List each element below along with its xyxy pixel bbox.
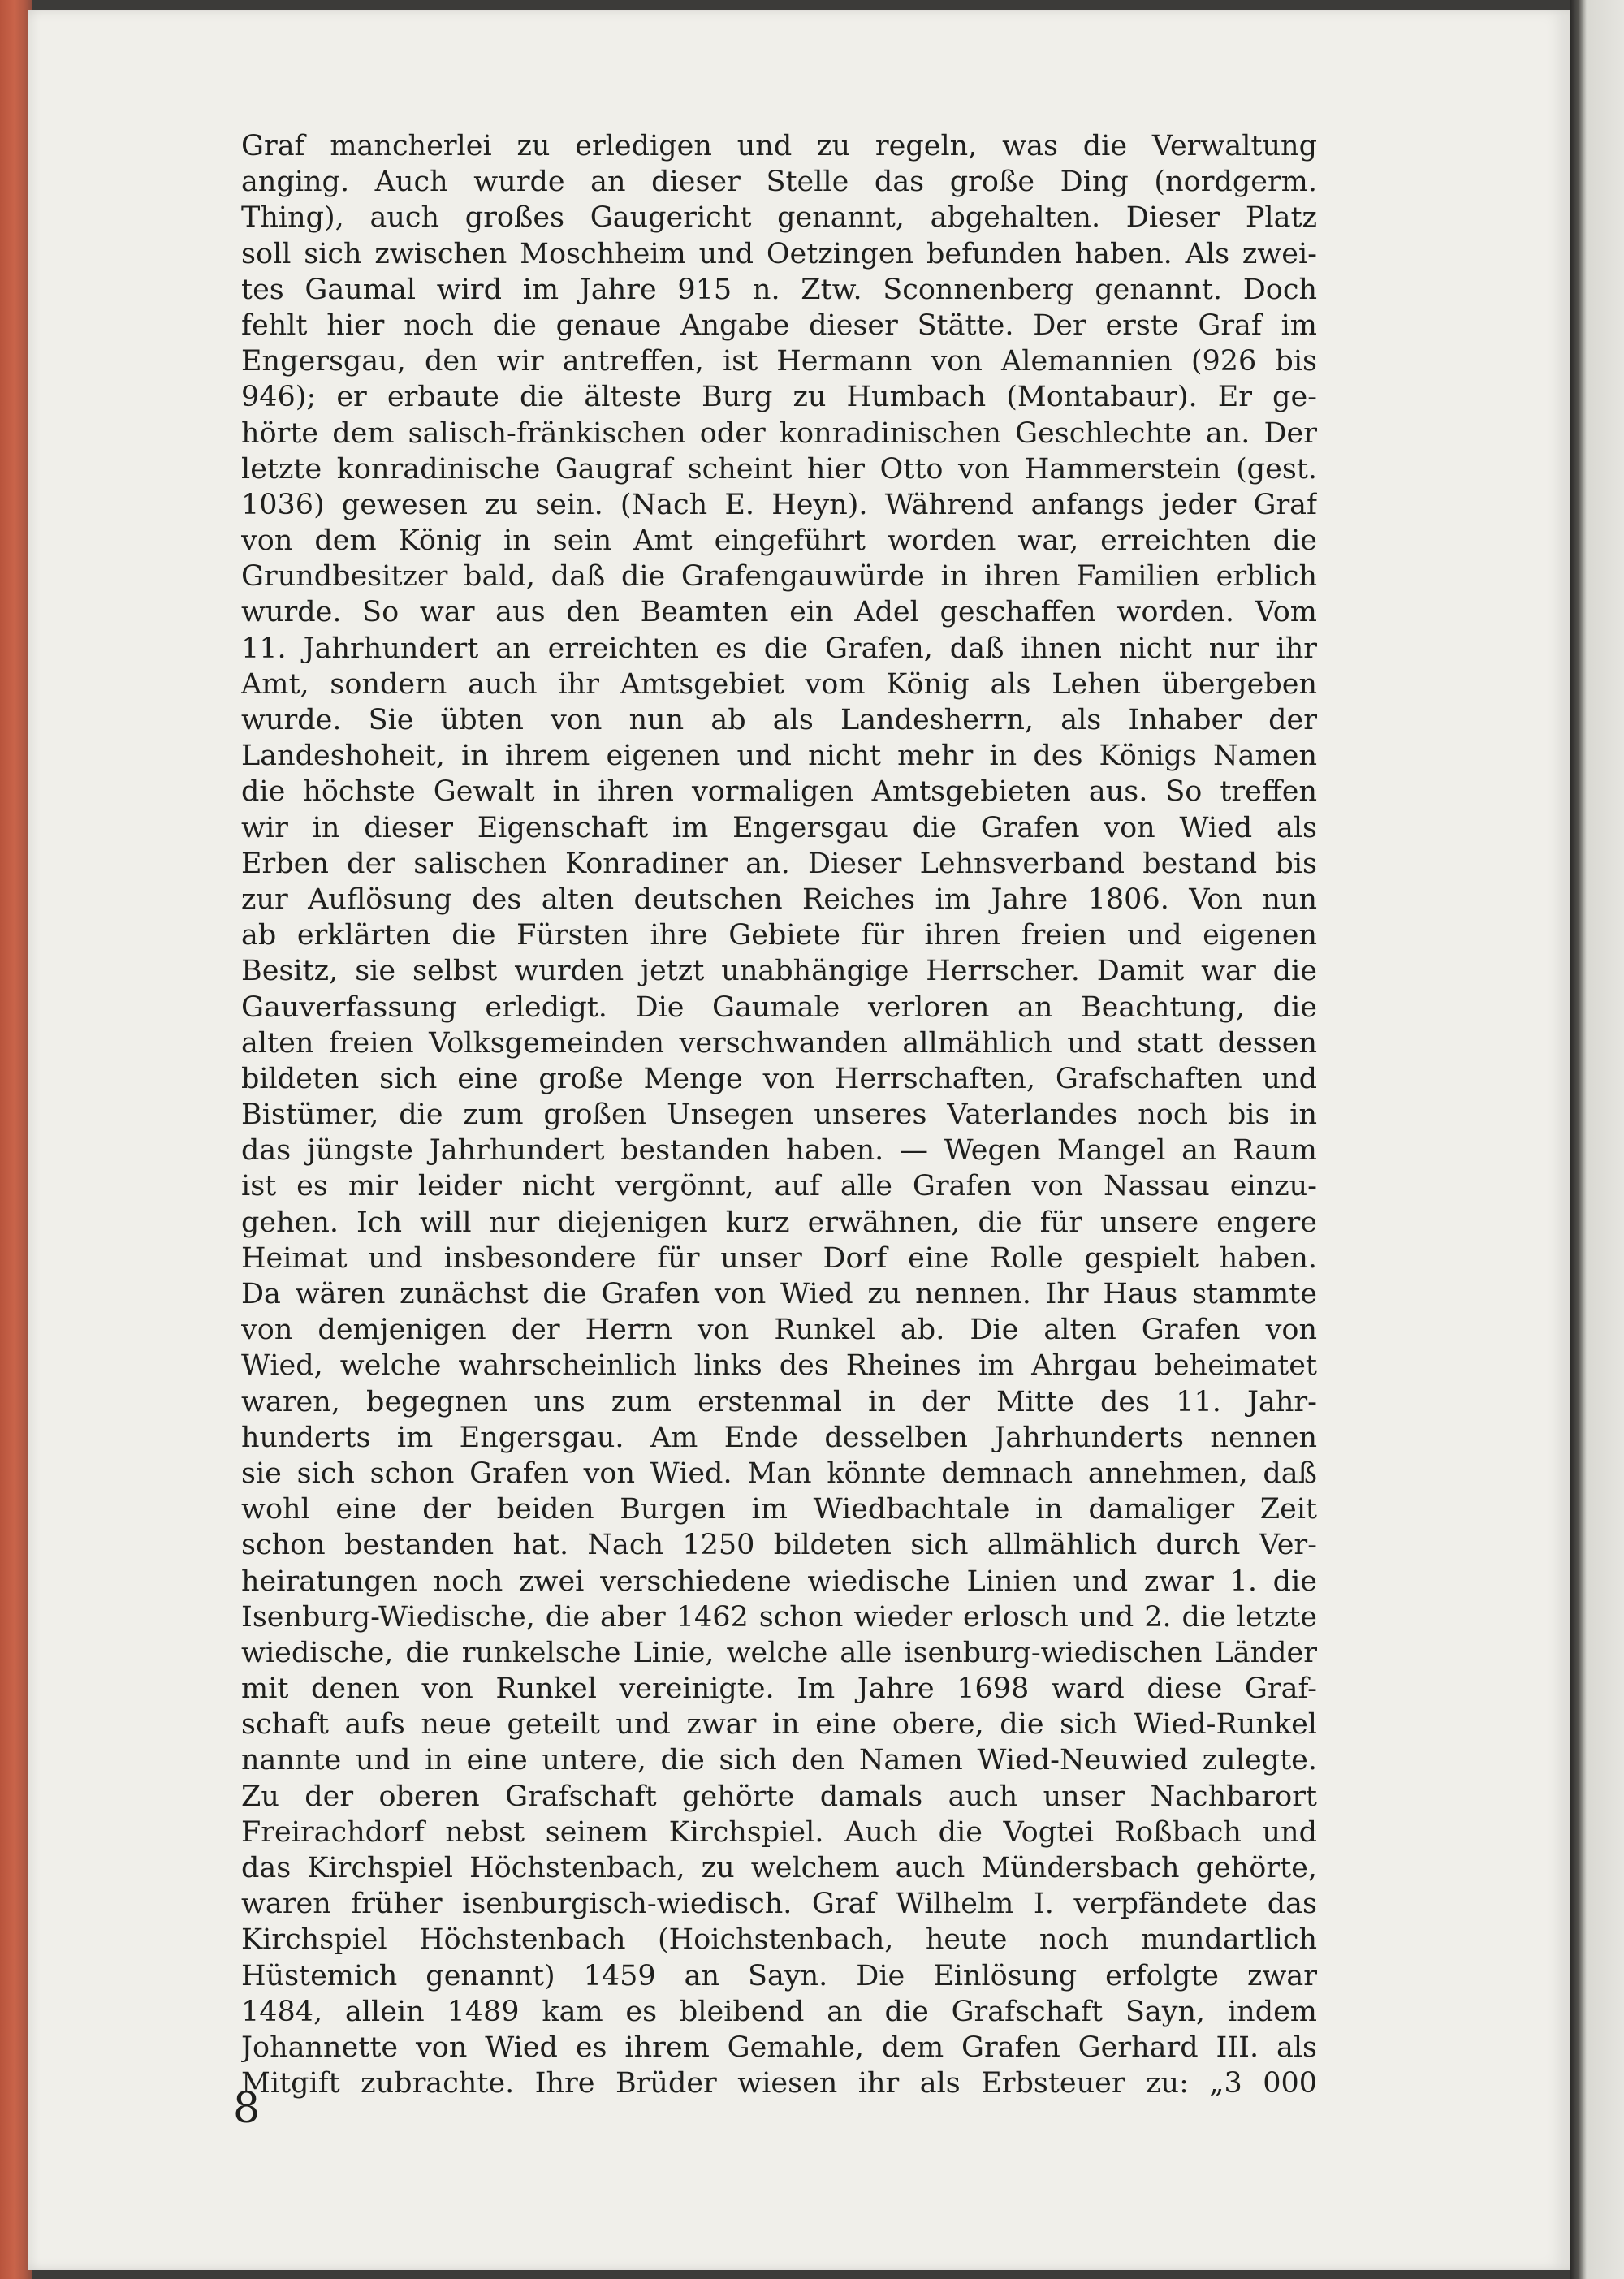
text-line: hunderts im Engersgau. Am Ende desselben Jahrhunderts nennen (241, 1421, 1317, 1454)
text-line: die höchste Gewalt in ihren vormaligen Amtsgebieten aus. So treffen (241, 775, 1317, 809)
text-line: sie sich schon Grafen von Wied. Man könnte demnach annehmen, daß (241, 1457, 1317, 1490)
text-line: das jüngste Jahrhundert bestanden haben. — Wegen Mangel an Raum (241, 1134, 1317, 1168)
text-line: Gauverfassung erledigt. Die Gaumale verloren an Beachtung, die (241, 991, 1317, 1024)
text-line: von dem König in sein Amt eingeführt worden war, erreichten die (241, 524, 1317, 558)
text-line: Johannette von Wied es ihrem Gemahle, dem Grafen Gerhard III. als (241, 2031, 1317, 2064)
text-line: soll sich zwischen Moschheim und Oetzingen befunden haben. Als zwei- (241, 237, 1317, 270)
text-line: Bistümer, die zum großen Unsegen unseres Vaterlandes noch bis in (241, 1098, 1317, 1132)
body-text (241, 128, 1317, 2101)
text-line: bildeten sich eine große Menge von Herrschaften, Grafschaften und (241, 1062, 1317, 1095)
text-line: Graf mancherlei zu erledigen und zu regeln, was die Verwaltung (241, 130, 1317, 162)
text-line: wiedische, die runkelsche Linie, welche alle isenburg-wiedischen Länder (241, 1636, 1317, 1669)
text-line: ist es mir leider nicht vergönnt, auf alle Grafen von Nassau einzu- (241, 1170, 1317, 1203)
text-line: von demjenigen der Herrn von Runkel ab. Die alten Grafen von (241, 1314, 1317, 1347)
text-line: 1036) gewesen zu sein. (Nach E. Heyn). Während anfangs jeder Graf (241, 488, 1317, 521)
text-line: Zu der oberen Grafschaft gehörte damals auch unser Nachbarort (241, 1780, 1317, 1813)
text-line: wir in dieser Eigenschaft im Engersgau die Grafen von Wied als (241, 811, 1317, 844)
text-line: gehen. Ich will nur diejenigen kurz erwähnen, die für unsere engere (241, 1206, 1317, 1239)
text-line: Thing), auch großes Gaugericht genannt, abgehalten. Dieser Platz (241, 201, 1317, 235)
text-line: zur Auflösung des alten deutschen Reiches im Jahre 1806. Von nun (241, 883, 1317, 916)
text-line: 946); er erbaute die älteste Burg zu Humbach (Montabaur). Er ge- (241, 381, 1317, 414)
text-line: schon bestanden hat. Nach 1250 bildeten sich allmählich durch Ver- (241, 1529, 1317, 1562)
text-line: Mitgift zubrachte. Ihre Brüder wiesen ihr als Erbsteuer zu: „3 000 (241, 2067, 1317, 2100)
text-line: Kirchspiel Höchstenbach (Hoichstenbach, heute noch mundartlich (241, 1923, 1317, 1957)
text-line: das Kirchspiel Höchstenbach, zu welchem auch Mündersbach gehörte, (241, 1852, 1317, 1884)
page-number: 8 (233, 2084, 261, 2133)
text-line: hörte dem salisch-fränkischen oder konradinischen Geschlechte an. Der (241, 417, 1317, 450)
text-line: anging. Auch wurde an dieser Stelle das große Ding (nordgerm. (241, 166, 1317, 199)
text-line: wurde. Sie übten von nun ab als Landesherrn, als Inhaber der (241, 704, 1317, 736)
text-line: Wied, welche wahrscheinlich links des Rheines im Ahrgau beheimatet (241, 1349, 1317, 1383)
text-line: letzte konradinische Gaugraf scheint hier Otto von Hammerstein (gest. (241, 452, 1317, 486)
text-line: fehlt hier noch die genaue Angabe dieser Stätte. Der erste Graf im (241, 309, 1317, 342)
text-line: waren, begegnen uns zum erstenmal in der Mitte des 11. Jahr- (241, 1385, 1317, 1418)
text-line: Erben der salischen Konradiner an. Dieser Lehnsverband bestand bis (241, 847, 1317, 880)
text-line: Grundbesitzer bald, daß die Grafengauwürde in ihren Familien erblich (241, 560, 1317, 593)
text-line: Besitz, sie selbst wurden jetzt unabhängige Herrscher. Damit war die (241, 955, 1317, 988)
text-line: heiratungen noch zwei verschiedene wiedische Linien und zwar 1. die (241, 1565, 1317, 1598)
text-line: 11. Jahrhundert an erreichten es die Grafen, daß ihnen nicht nur ihr (241, 632, 1317, 665)
text-line: tes Gaumal wird im Jahre 915 n. Ztw. Sconnenberg genannt. Doch (241, 273, 1317, 306)
text-line: mit denen von Runkel vereinigte. Im Jahre 1698 ward diese Graf- (241, 1673, 1317, 1706)
text-line: schaft aufs neue geteilt und zwar in eine obere, die sich Wied-Runkel (241, 1708, 1317, 1742)
text-line: Hüstemich genannt) 1459 an Sayn. Die Einlösung erfolgte zwar (241, 1959, 1317, 1992)
text-line: alten freien Volksgemeinden verschwanden allmählich und statt dessen (241, 1026, 1317, 1060)
text-line: Freirachdorf nebst seinem Kirchspiel. Auch die Vogtei Roßbach und (241, 1815, 1317, 1849)
text-line: wurde. So war aus den Beamten ein Adel geschaffen worden. Vom (241, 596, 1317, 629)
text-line: wohl eine der beiden Burgen im Wiedbachtale in damaliger Zeit (241, 1493, 1317, 1526)
facing-page-edge (1570, 0, 1624, 2279)
text-line: ab erklärten die Fürsten ihre Gebiete für ihren freien und eigenen (241, 919, 1317, 952)
text-line: 1484, allein 1489 kam es bleibend an die Grafschaft Sayn, indem (241, 1995, 1317, 2028)
text-line: Amt, sondern auch ihr Amtsgebiet vom König als Lehen übergeben (241, 667, 1317, 701)
text-line: waren früher isenburgisch-wiedisch. Graf Wilhelm I. verpfändete das (241, 1888, 1317, 1921)
text-line: Heimat und insbesondere für unser Dorf eine Rolle gespielt haben. (241, 1241, 1317, 1275)
text-line: Da wären zunächst die Grafen von Wied zu nennen. Ihr Haus stammte (241, 1278, 1317, 1310)
text-line: Isenburg-Wiedische, die aber 1462 schon wieder erlosch und 2. die letzte (241, 1600, 1317, 1634)
text-line: nannte und in eine untere, die sich den Namen Wied-Neuwied zulegte. (241, 1744, 1317, 1777)
text-line: Engersgau, den wir antreffen, ist Hermann von Alemannien (926 bis (241, 345, 1317, 378)
text-line: Landeshoheit, in ihrem eigenen und nicht mehr in des Königs Namen (241, 740, 1317, 773)
